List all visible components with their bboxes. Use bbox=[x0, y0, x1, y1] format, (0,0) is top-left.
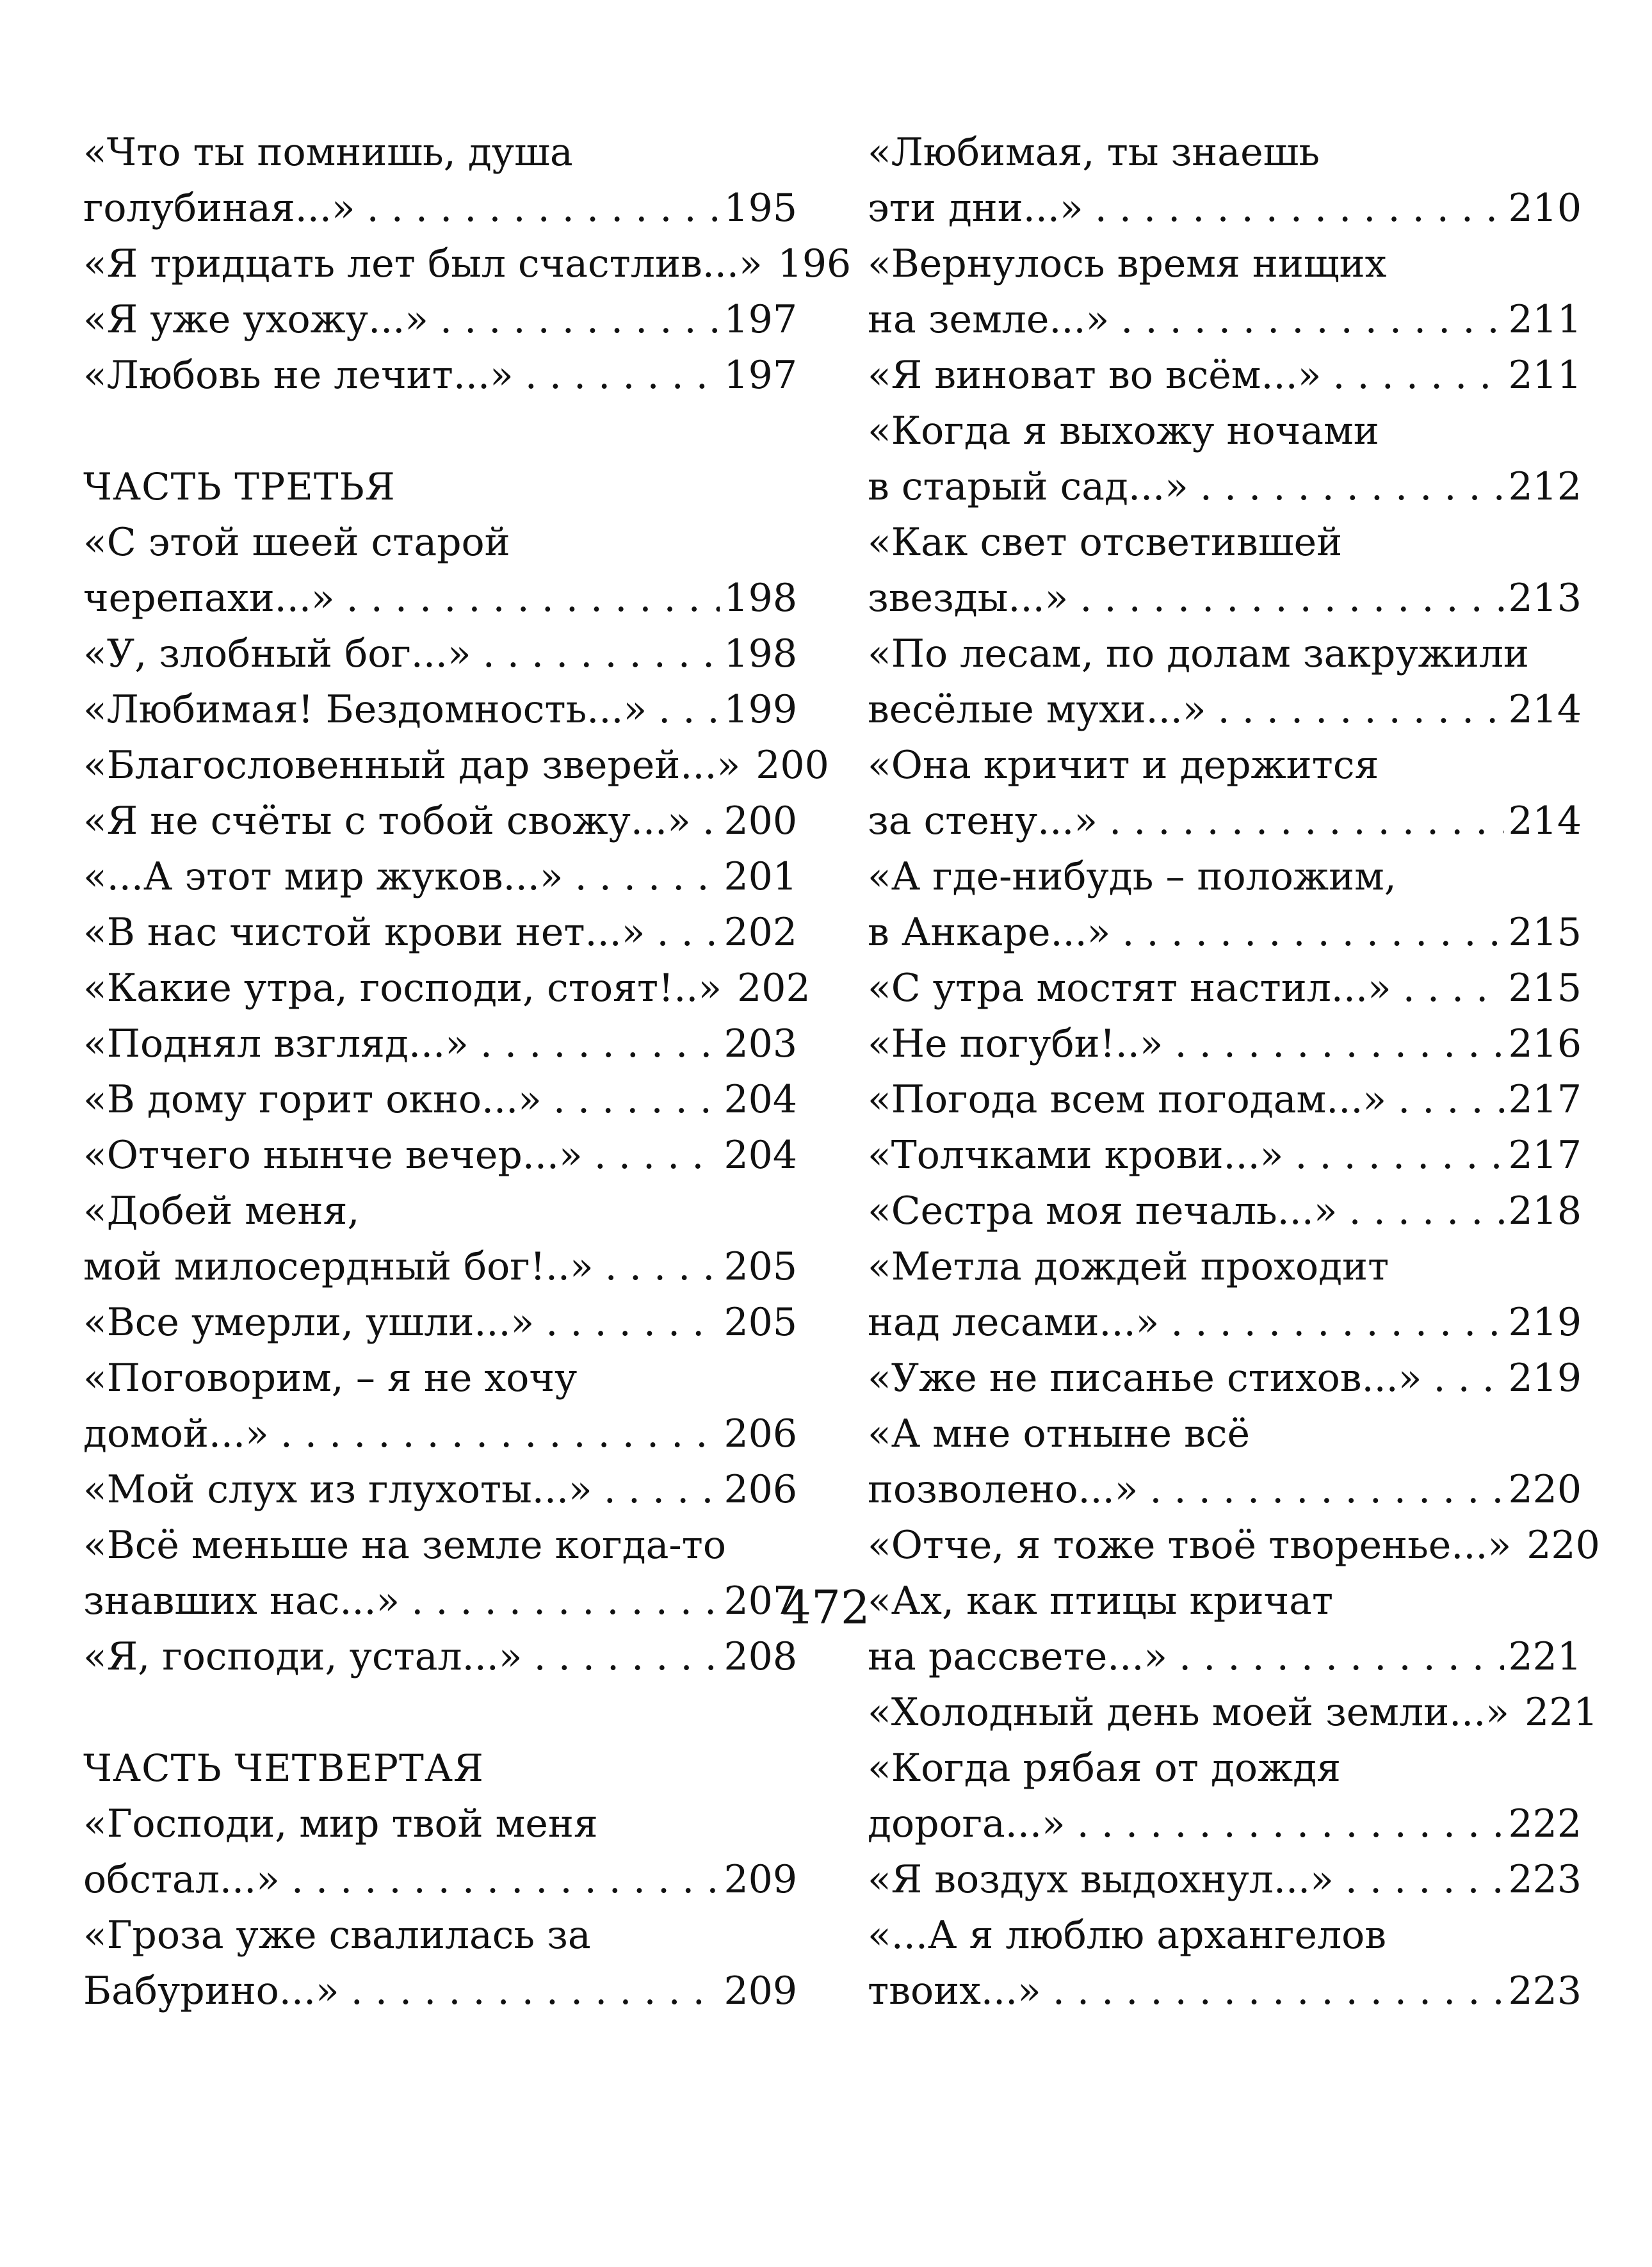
toc-entry-title: «Мой слух из глухоты...» bbox=[83, 1467, 592, 1512]
toc-entry bbox=[83, 1239, 797, 1295]
toc-entry-title: «Я не счёты с тобой свожу...» bbox=[83, 799, 691, 843]
toc-entry bbox=[868, 1239, 1582, 1295]
toc-entry bbox=[868, 793, 1582, 849]
toc-entry bbox=[83, 348, 797, 403]
toc-entry bbox=[83, 236, 852, 292]
toc-entry bbox=[83, 1351, 797, 1406]
dot-leader bbox=[594, 1128, 720, 1183]
toc-entry bbox=[83, 292, 797, 348]
toc-entry-page: 216 bbox=[1508, 1021, 1582, 1066]
toc-entry bbox=[83, 682, 797, 738]
toc-entry-page: 198 bbox=[724, 631, 797, 676]
dot-leader bbox=[1433, 1351, 1504, 1406]
toc-entry bbox=[868, 1072, 1582, 1128]
toc-entry bbox=[868, 1462, 1582, 1518]
toc-entry-title: позволено...» bbox=[868, 1467, 1138, 1512]
toc-entry-title: «Господи, мир твой меня bbox=[83, 1801, 598, 1846]
dot-leader bbox=[575, 849, 720, 905]
toc-entry bbox=[83, 1796, 797, 1852]
toc-entry-page: 222 bbox=[1508, 1801, 1582, 1846]
toc-entry-page: 221 bbox=[1525, 1690, 1598, 1735]
toc-entry bbox=[83, 515, 797, 571]
toc-entry-page: 201 bbox=[724, 854, 797, 899]
dot-leader bbox=[546, 1295, 720, 1351]
toc-entry bbox=[83, 1183, 797, 1239]
toc-entry bbox=[83, 849, 797, 905]
toc-entry bbox=[868, 292, 1582, 348]
toc-entry-title: «Гроза уже свалилась за bbox=[83, 1913, 591, 1958]
dot-leader bbox=[1218, 682, 1505, 738]
toc-entry-page: 223 bbox=[1508, 1857, 1582, 1902]
dot-leader bbox=[1109, 793, 1504, 849]
dot-leader bbox=[525, 348, 720, 403]
toc-entry bbox=[83, 1072, 797, 1128]
dot-leader bbox=[1053, 1963, 1505, 2019]
toc-entry bbox=[83, 1852, 797, 1908]
toc-entry-page: 209 bbox=[724, 1969, 797, 2013]
toc-entry bbox=[868, 1741, 1582, 1796]
toc-entry bbox=[83, 1016, 797, 1072]
dot-leader bbox=[1398, 1072, 1504, 1128]
toc-entry-title: весёлые мухи...» bbox=[868, 687, 1206, 732]
toc-entry-title: «Я тридцать лет был счастлив...» bbox=[83, 241, 763, 286]
toc-entry bbox=[83, 1908, 797, 1963]
toc-entry bbox=[868, 1295, 1582, 1351]
dot-leader bbox=[604, 1462, 720, 1518]
toc-entry bbox=[868, 348, 1582, 403]
toc-entry-title: «По лесам, по долам закружили bbox=[868, 631, 1529, 676]
toc-entry-title: «Она кричит и держится bbox=[868, 743, 1379, 788]
dot-leader bbox=[1077, 1796, 1505, 1852]
toc-entry-title: Бабурино...» bbox=[83, 1969, 339, 2013]
page-number: 472 bbox=[782, 1580, 870, 1634]
toc-entry bbox=[868, 1685, 1598, 1741]
toc-entry-page: 198 bbox=[724, 576, 797, 621]
toc-entry-title: черепахи...» bbox=[83, 576, 335, 621]
toc-entry-page: 215 bbox=[1508, 966, 1582, 1011]
toc-entry bbox=[868, 515, 1582, 571]
dot-leader bbox=[1403, 961, 1505, 1016]
dot-leader bbox=[1095, 181, 1505, 236]
toc-entry bbox=[868, 1351, 1582, 1406]
toc-entry bbox=[83, 626, 797, 682]
toc-entry-page: 209 bbox=[724, 1857, 797, 1902]
toc-entry-title: «...А я люблю архангелов bbox=[868, 1913, 1386, 1958]
toc-entry-page: 211 bbox=[1508, 297, 1582, 342]
toc-entry-title: дорога...» bbox=[868, 1801, 1065, 1846]
toc-entry-page: 203 bbox=[724, 1021, 797, 1066]
dot-leader bbox=[480, 1016, 720, 1072]
toc-entry bbox=[868, 459, 1582, 515]
toc-entry-page: 214 bbox=[1508, 687, 1582, 732]
toc-entry bbox=[868, 181, 1582, 236]
dot-leader bbox=[553, 1072, 720, 1128]
toc-entry-page: 205 bbox=[724, 1244, 797, 1289]
toc-entry-title: в Анкаре...» bbox=[868, 910, 1111, 955]
toc-entry bbox=[868, 1406, 1582, 1462]
toc-entry-title: «Я виноват во всём...» bbox=[868, 353, 1322, 398]
toc-entry bbox=[868, 626, 1582, 682]
toc-entry-title: «Благословенный дар зверей...» bbox=[83, 743, 741, 788]
toc-entry-page: 208 bbox=[724, 1634, 797, 1679]
toc-entry-page: 211 bbox=[1508, 353, 1582, 398]
toc-entry-page: 223 bbox=[1508, 1969, 1582, 2013]
toc-entry-title: «Все умерли, ушли...» bbox=[83, 1300, 535, 1345]
toc-entry-page: 220 bbox=[1508, 1467, 1582, 1512]
toc-entry bbox=[868, 849, 1582, 905]
toc-entry bbox=[868, 125, 1582, 181]
toc-entry-page: 217 bbox=[1508, 1077, 1582, 1122]
toc-entry bbox=[83, 738, 829, 793]
toc-group-part4-cont bbox=[868, 125, 1600, 2019]
dot-leader bbox=[483, 626, 720, 682]
toc-entry bbox=[868, 961, 1582, 1016]
toc-entry-page: 220 bbox=[1526, 1523, 1600, 1568]
toc-entry-title: «Когда рябая от дождя bbox=[868, 1746, 1341, 1791]
toc-entry bbox=[868, 1128, 1582, 1183]
toc-group-part4 bbox=[83, 1796, 797, 2019]
dot-leader bbox=[280, 1406, 720, 1462]
toc-entry-title: «Толчками крови...» bbox=[868, 1133, 1284, 1178]
toc-entry-page: 199 bbox=[724, 687, 797, 732]
toc-entry-page: 219 bbox=[1508, 1300, 1582, 1345]
toc-entry-title: «Добей меня, bbox=[83, 1189, 360, 1233]
toc-entry-title: «Холодный день моей земли...» bbox=[868, 1690, 1510, 1735]
toc-entry-page: 210 bbox=[1508, 186, 1582, 231]
toc-entry-title: «Любимая! Бездомность...» bbox=[83, 687, 647, 732]
dot-leader bbox=[1121, 292, 1504, 348]
toc-entry bbox=[83, 1462, 797, 1518]
toc-entry-page: 218 bbox=[1508, 1189, 1582, 1233]
toc-entry-title: «Ах, как птицы кричат bbox=[868, 1579, 1334, 1623]
toc-entry-page: 205 bbox=[724, 1300, 797, 1345]
dot-leader bbox=[1332, 348, 1504, 403]
toc-entry-title: «Любимая, ты знаешь bbox=[868, 130, 1320, 175]
toc-entry-page: 195 bbox=[724, 186, 797, 231]
toc-entry-title: «Поговорим, – я не хочу bbox=[83, 1356, 578, 1401]
toc-entry-title: «Какие утра, господи, стоят!..» bbox=[83, 966, 722, 1011]
dot-leader bbox=[351, 1963, 720, 2019]
toc-entry-page: 217 bbox=[1508, 1133, 1582, 1178]
toc-entry-title: «Любовь не лечит...» bbox=[83, 353, 514, 398]
toc-entry bbox=[83, 1295, 797, 1351]
toc-entry-page: 200 bbox=[756, 743, 829, 788]
toc-entry-title: «Отче, я тоже твоё творенье...» bbox=[868, 1523, 1512, 1568]
toc-entry-title: «Я уже ухожу...» bbox=[83, 297, 429, 342]
toc-entry bbox=[83, 181, 797, 236]
toc-entry bbox=[83, 793, 797, 849]
dot-leader bbox=[1175, 1016, 1505, 1072]
toc-entry bbox=[868, 236, 1582, 292]
toc-entry-title: «Не погуби!..» bbox=[868, 1021, 1163, 1066]
toc-entry-title: домой...» bbox=[83, 1411, 269, 1456]
toc-entry-page: 206 bbox=[724, 1467, 797, 1512]
toc-entry bbox=[83, 905, 797, 961]
dot-leader bbox=[291, 1852, 720, 1908]
toc-entry bbox=[868, 1852, 1582, 1908]
toc-entry-page: 221 bbox=[1508, 1634, 1582, 1679]
dot-leader bbox=[1170, 1295, 1504, 1351]
toc-entry bbox=[83, 1518, 797, 1573]
toc-entry-page: 197 bbox=[724, 297, 797, 342]
toc-entry-title: звезды...» bbox=[868, 576, 1069, 621]
toc-entry-title: за стену...» bbox=[868, 799, 1098, 843]
toc-entry bbox=[868, 1183, 1582, 1239]
dot-leader bbox=[1200, 459, 1505, 515]
dot-leader bbox=[346, 571, 720, 626]
dot-leader bbox=[702, 793, 720, 849]
toc-entry-title: «Я воздух выдохнул...» bbox=[868, 1857, 1334, 1902]
toc-entry-title: «А мне отныне всё bbox=[868, 1411, 1250, 1456]
toc-entry-page: 207 bbox=[724, 1579, 797, 1623]
toc-entry bbox=[83, 961, 811, 1016]
toc-entry-page: 202 bbox=[724, 910, 797, 955]
dot-leader bbox=[367, 181, 720, 236]
toc-entry bbox=[868, 905, 1582, 961]
toc-entry-title: на земле...» bbox=[868, 297, 1110, 342]
toc-entry-title: «Как свет отсветившей bbox=[868, 520, 1343, 565]
dot-leader bbox=[1349, 1183, 1505, 1239]
section-heading-part3: ЧАСТЬ ТРЕТЬЯ bbox=[83, 465, 396, 508]
toc-entry bbox=[868, 1796, 1582, 1852]
toc-entry-title: твоих...» bbox=[868, 1969, 1041, 2013]
toc-entry-title: на рассвете...» bbox=[868, 1634, 1168, 1679]
toc-entry bbox=[868, 571, 1582, 626]
toc-entry-title: «Отчего нынче вечер...» bbox=[83, 1133, 583, 1178]
dot-leader bbox=[1345, 1852, 1505, 1908]
toc-entry-title: знавших нас...» bbox=[83, 1579, 400, 1623]
toc-entry-title: «Что ты помнишь, душа bbox=[83, 130, 573, 175]
toc-entry bbox=[868, 403, 1582, 459]
toc-entry bbox=[83, 1406, 797, 1462]
toc-entry bbox=[868, 1016, 1582, 1072]
toc-entry-title: «Поднял взгляд...» bbox=[83, 1021, 469, 1066]
toc-entry-title: «Всё меньше на земле когда-то bbox=[83, 1523, 726, 1568]
toc-entry-page: 212 bbox=[1508, 464, 1582, 509]
toc-entry bbox=[83, 125, 797, 181]
dot-leader bbox=[1122, 905, 1504, 961]
toc-entry-page: 214 bbox=[1508, 799, 1582, 843]
section-heading-part4: ЧАСТЬ ЧЕТВЕРТАЯ bbox=[83, 1746, 485, 1790]
dot-leader bbox=[1295, 1128, 1504, 1183]
toc-entry-title: «Я, господи, устал...» bbox=[83, 1634, 522, 1679]
dot-leader bbox=[656, 905, 720, 961]
toc-entry-title: «...А этот мир жуков...» bbox=[83, 854, 563, 899]
toc-entry-title: обстал...» bbox=[83, 1857, 280, 1902]
toc-entry-title: эти дни...» bbox=[868, 186, 1083, 231]
section-gap bbox=[83, 1685, 797, 1741]
toc-entry bbox=[83, 1963, 797, 2019]
toc-entry-title: «В нас чистой крови нет...» bbox=[83, 910, 645, 955]
toc-entry-title: «А где-нибудь – положим, bbox=[868, 854, 1397, 899]
dot-leader bbox=[605, 1239, 720, 1295]
toc-entry-title: «Когда я выхожу ночами bbox=[868, 409, 1379, 453]
dot-leader bbox=[1149, 1462, 1504, 1518]
toc-entry-title: голубиная...» bbox=[83, 186, 355, 231]
toc-entry-title: «Погода всем погодам...» bbox=[868, 1077, 1387, 1122]
toc-entry bbox=[868, 682, 1582, 738]
toc-entry bbox=[83, 1128, 797, 1183]
toc-entry-title: в старый сад...» bbox=[868, 464, 1188, 509]
dot-leader bbox=[658, 682, 720, 738]
toc-entry-title: «Сестра моя печаль...» bbox=[868, 1189, 1338, 1233]
toc-entry-title: «Уже не писанье стихов...» bbox=[868, 1356, 1422, 1401]
dot-leader bbox=[1080, 571, 1504, 626]
section-gap bbox=[83, 403, 797, 459]
dot-leader bbox=[440, 292, 720, 348]
toc-entry-title: «Вернулось время нищих bbox=[868, 241, 1387, 286]
toc-entry bbox=[868, 1908, 1582, 1963]
toc-entry-title: над лесами...» bbox=[868, 1300, 1160, 1345]
toc-entry bbox=[868, 738, 1582, 793]
toc-entry-page: 197 bbox=[724, 353, 797, 398]
toc-entry-page: 204 bbox=[724, 1077, 797, 1122]
toc-entry-title: «В дому горит окно...» bbox=[83, 1077, 542, 1122]
toc-entry-page: 200 bbox=[724, 799, 797, 843]
toc-group-part2-end bbox=[83, 125, 852, 403]
toc-entry bbox=[868, 1963, 1582, 2019]
toc-column-right bbox=[868, 125, 1600, 2019]
toc-entry bbox=[868, 1518, 1600, 1573]
toc-entry-title: «У, злобный бог...» bbox=[83, 631, 471, 676]
toc-entry-page: 196 bbox=[777, 241, 852, 286]
toc-entry-page: 219 bbox=[1508, 1356, 1582, 1401]
toc-entry-title: «С этой шеей старой bbox=[83, 520, 510, 565]
toc-entry-page: 206 bbox=[724, 1411, 797, 1456]
toc-entry-page: 204 bbox=[724, 1133, 797, 1178]
toc-entry-page: 202 bbox=[737, 966, 811, 1011]
toc-entry-page: 215 bbox=[1508, 910, 1582, 955]
toc-entry-title: мой милосердный бог!..» bbox=[83, 1244, 594, 1289]
toc-entry bbox=[83, 571, 797, 626]
toc-entry-title: «С утра мостят настил...» bbox=[868, 966, 1391, 1011]
toc-entry-title: «Метла дождей проходит bbox=[868, 1244, 1389, 1289]
toc-entry-page: 213 bbox=[1508, 576, 1582, 621]
